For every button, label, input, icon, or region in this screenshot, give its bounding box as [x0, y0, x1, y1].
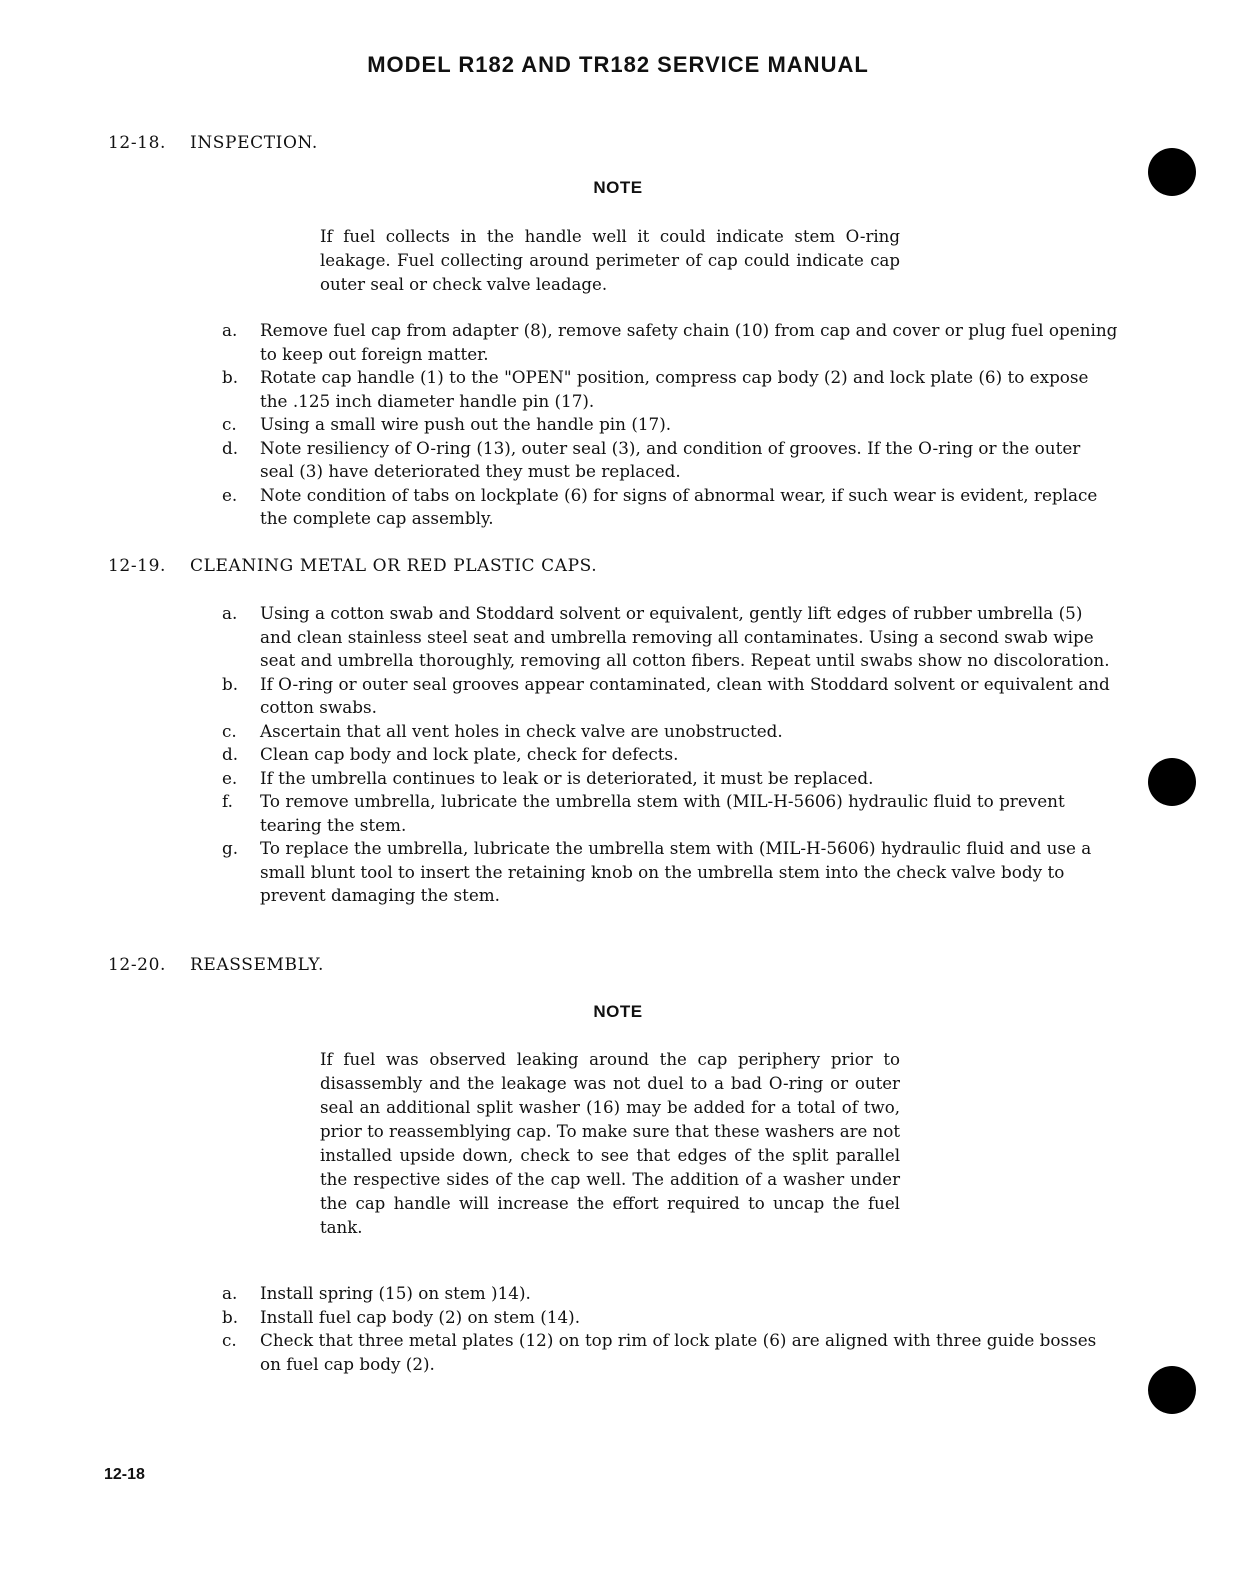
item-letter: b.	[222, 1306, 239, 1327]
item-text: To replace the umbrella, lubricate the umbrella stem with (MIL-H-5606) hydraulic fluid and use a small blunt tool to insert the retaining knob on the umbrella stem into the check valve body to prevent damaging the stem.	[260, 838, 1092, 905]
item-text: Install fuel cap body (2) on stem (14).	[260, 1306, 581, 1327]
item-letter: g.	[222, 838, 239, 858]
inspection-steps	[222, 319, 1118, 531]
list-item	[222, 837, 1118, 908]
list-item	[222, 720, 1118, 744]
cleaning-steps	[222, 602, 1118, 908]
note-text: If fuel collects in the handle well it could indicate stem O-ring leakage. Fuel collecting around perimeter of cap could indicate cap outer seal or check valve leadage.	[320, 227, 900, 294]
list-item	[222, 1329, 1118, 1376]
section-number: 12-18.	[108, 133, 167, 153]
list-item	[222, 437, 1118, 484]
item-letter: b.	[222, 367, 239, 387]
section-number: 12-19.	[108, 556, 167, 576]
reassembly-steps	[222, 1282, 1118, 1376]
list-item	[222, 366, 1118, 413]
section-heading-inspection	[108, 133, 318, 153]
item-letter: c.	[222, 1330, 237, 1350]
list-item	[222, 319, 1118, 366]
item-letter: a.	[222, 603, 238, 623]
section-title: REASSEMBLY.	[190, 955, 325, 975]
list-item	[222, 767, 1118, 791]
item-text: Install spring (15) on stem )14).	[260, 1283, 531, 1303]
note-text: If fuel was observed leaking around the cap periphery prior to disassembly and the leakage was not duel to a bad O-ring or outer seal an additional split washer (16) may be added for a total of two, prior to reassemblying cap. To make sure that these washers are not installed upside down, check to see that edges of the split parallel the respective sides of the cap well. The addition of a washer under the cap handle will increase the effort required to uncap the fuel tank.	[320, 1050, 900, 1237]
item-text: To remove umbrella, lubricate the umbrella stem with (MIL-H-5606) hydraulic fluid to prevent tearing the stem.	[260, 791, 1065, 835]
item-letter: f.	[222, 791, 233, 811]
item-text: Clean cap body and lock plate, check for defects.	[260, 744, 679, 764]
item-text: Note resiliency of O-ring (13), outer seal (3), and condition of grooves. If the O-ring or the outer seal (3) have deteriorated they must be replaced.	[260, 437, 1081, 481]
list-item	[222, 673, 1118, 720]
item-letter: a.	[222, 320, 238, 340]
item-letter: c.	[222, 414, 237, 434]
revision-bullet	[1148, 1366, 1196, 1414]
item-text: Ascertain that all vent holes in check valve are unobstructed.	[260, 720, 783, 741]
item-letter: c.	[222, 720, 237, 741]
list-item	[222, 743, 1118, 767]
list-item	[222, 413, 1118, 437]
item-text: If the umbrella continues to leak or is deteriorated, it must be replaced.	[260, 767, 874, 788]
section-title: INSPECTION.	[190, 133, 318, 153]
section-title: CLEANING METAL OR RED PLASTIC CAPS.	[190, 556, 598, 576]
item-letter: e.	[222, 767, 238, 788]
note-label: NOTE	[593, 178, 643, 197]
item-text: Check that three metal plates (12) on top rim of lock plate (6) are aligned with three guide bosses on fuel cap body (2).	[260, 1330, 1097, 1374]
note-label: NOTE	[593, 1002, 643, 1021]
revision-bullet	[1148, 148, 1196, 196]
item-text: Note condition of tabs on lockplate (6) for signs of abnormal wear, if such wear is evident, replace the complete cap assembly.	[260, 484, 1098, 528]
item-text: Rotate cap handle (1) to the "OPEN" position, compress cap body (2) and lock plate (6) to expose the .125 inch diameter handle pin (17).	[260, 367, 1089, 411]
item-text: Using a cotton swab and Stoddard solvent or equivalent, gently lift edges of rubber umbrella (5) and clean stainless steel seat and umbrella removing all contaminates. Using a second swab wipe seat and umbrella thoroughly, removing all cotton fibers. Repeat until swabs show no discoloration.	[260, 603, 1110, 670]
section-heading-reassembly	[108, 955, 324, 975]
list-item	[222, 790, 1118, 837]
revision-bullet	[1148, 758, 1196, 806]
item-text: Using a small wire push out the handle pin (17).	[260, 414, 672, 434]
item-letter: d.	[222, 437, 239, 458]
list-item	[222, 484, 1118, 531]
item-text: If O-ring or outer seal grooves appear contaminated, clean with Stoddard solvent or equivalent and cotton swabs.	[260, 673, 1110, 717]
section-number: 12-20.	[108, 955, 167, 975]
item-text: Remove fuel cap from adapter (8), remove safety chain (10) from cap and cover or plug fuel opening to keep out foreign matter.	[260, 320, 1118, 364]
page-title: MODEL R182 AND TR182 SERVICE MANUAL	[367, 52, 869, 77]
list-item	[222, 1306, 1118, 1330]
item-letter: e.	[222, 484, 238, 505]
list-item	[222, 1282, 1118, 1306]
list-item	[222, 602, 1118, 673]
item-letter: a.	[222, 1283, 238, 1303]
section-heading-cleaning	[108, 556, 597, 576]
page-number: 12-18	[104, 1466, 145, 1483]
item-letter: b.	[222, 673, 239, 694]
item-letter: d.	[222, 744, 239, 764]
